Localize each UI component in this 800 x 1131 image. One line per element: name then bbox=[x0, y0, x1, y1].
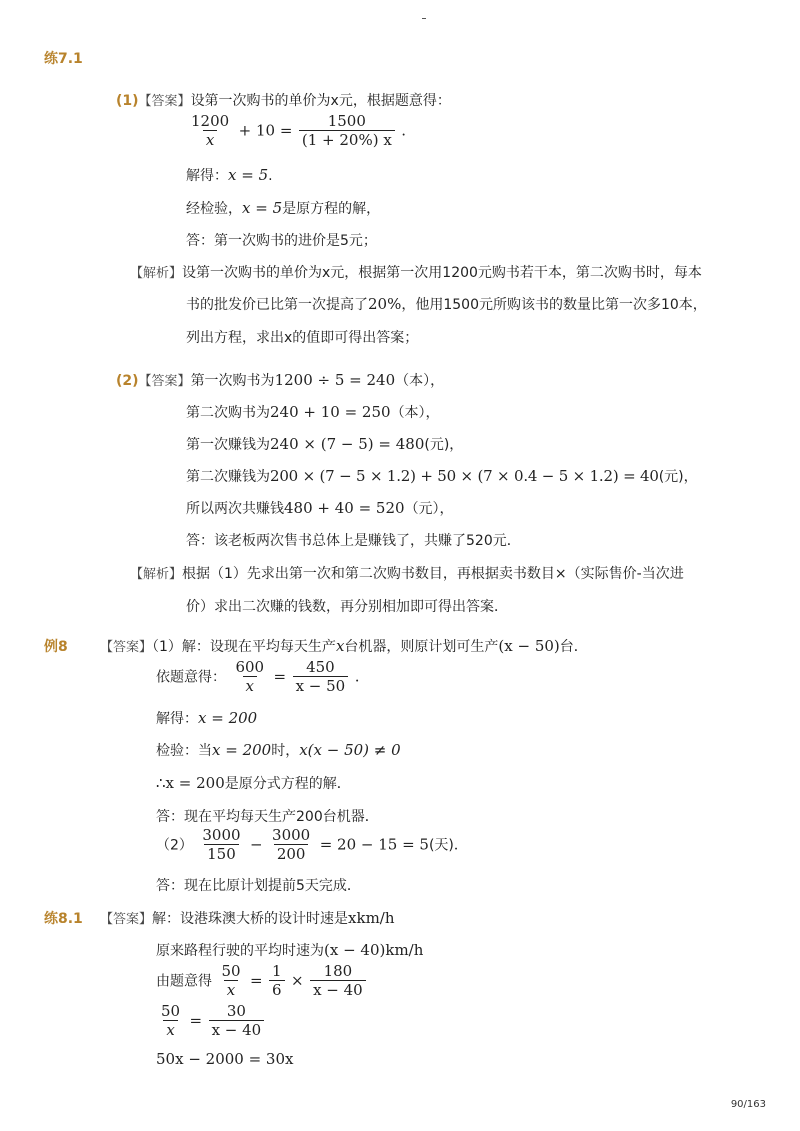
top-mark bbox=[422, 18, 426, 19]
section-label-8-1: 练8.1 bbox=[44, 911, 83, 927]
check-line: 经检验，x = 5是原方程的解， bbox=[186, 199, 381, 217]
fraction: $\frac{180}{x - 40}$ bbox=[310, 962, 366, 999]
answer-2-line-1: (2)【答案】第一次购书为1200 ÷ 5 = 240（本）， bbox=[116, 371, 445, 389]
practice-8-1-line-2: 原来路程行驶的平均时速为(x − 40)km/h bbox=[156, 941, 424, 959]
practice-8-1-equation-2: $\frac{50}{x}$ = $\frac{30}{x - 40}$ bbox=[156, 1002, 266, 1039]
practice-8-1-line-1: 【答案】解：设港珠澳大桥的设计时速是xkm/h bbox=[100, 909, 395, 927]
fraction: $\frac{1}{6}$ bbox=[269, 962, 285, 999]
fraction: $\frac{30}{x - 40}$ bbox=[209, 1002, 265, 1039]
section-label-7-1: 练7.1 bbox=[44, 51, 83, 67]
fraction: $\frac{50}{x}$ bbox=[221, 962, 241, 999]
analysis-1-line-1: 【解析】设第一次购书的单价为x元，根据第一次用1200元购书若干本，第二次购书时，每本 bbox=[130, 265, 702, 281]
practice-8-1-line-5: 50x − 2000 = 30x bbox=[156, 1050, 294, 1068]
fraction: $\frac{1200}{x}$ bbox=[191, 112, 230, 149]
equation-1: $\frac{1200}{x}$ + 10 = $\frac{1500}{(1 + 20\%) x}$ . bbox=[186, 112, 406, 149]
analysis-1-line-2: 书的批发价已比第一次提高了20%，他用1500元所购该书的数量比第一次多10本， bbox=[186, 295, 707, 313]
analysis-1-line-3: 列出方程，求出x的值即可得出答案； bbox=[186, 330, 419, 346]
answer-2-line-6: 答：该老板两次售书总体上是赚钱了，共赚了520元． bbox=[186, 533, 521, 549]
practice-8-1-equation-1: 由题意得 $\frac{50}{x}$ = $\frac{1}{6}$ × $\frac{180}{x - 40}$ bbox=[156, 962, 368, 999]
example-8-conclusion: ∴x = 200是原分式方程的解． bbox=[156, 774, 351, 792]
analysis-2-line-1: 【解析】根据（1）先求出第一次和第二次购书数目，再根据卖书数目×（实际售价-当次进 bbox=[130, 566, 684, 582]
example-8-solve: 解得：x = 200 bbox=[156, 709, 258, 727]
fraction: $\frac{1500}{(1 + 20\%) x}$ bbox=[299, 112, 395, 149]
fraction: $\frac{450}{x - 50}$ bbox=[293, 658, 349, 695]
analysis-2-line-2: 价）求出二次赚的钱数，再分别相加即可得出答案． bbox=[186, 599, 508, 615]
page-number: 90/163 bbox=[730, 1099, 766, 1110]
answer-2-line-3: 第一次赚钱为240 × (7 − 5) = 480(元)， bbox=[186, 435, 464, 453]
example-8-check: 检验：当x = 200时，x(x − 50) ≠ 0 bbox=[156, 741, 401, 759]
fraction: $\frac{600}{x}$ bbox=[235, 658, 265, 695]
example-8-equation: 依题意得： $\frac{600}{x}$ = $\frac{450}{x - 50}$ . bbox=[156, 658, 360, 695]
example-8-part-2: （2） $\frac{3000}{150}$ − $\frac{3000}{200}$ = 20 − 15 = 5(天)． bbox=[156, 826, 468, 863]
answer-2-line-4: 第二次赚钱为200 × (7 − 5 × 1.2) + 50 × (7 × 0.4 − 5 × 1.2) = 40(元)， bbox=[186, 467, 698, 485]
fraction: $\frac{3000}{200}$ bbox=[272, 826, 311, 863]
answer-2-line-5: 所以两次共赚钱480 + 40 = 520（元）， bbox=[186, 499, 454, 517]
fraction: $\frac{3000}{150}$ bbox=[202, 826, 241, 863]
example-8-line-1: 【答案】（1）解：设现在平均每天生产x台机器，则原计划可生产(x − 50)台． bbox=[100, 637, 588, 655]
fraction: $\frac{50}{x}$ bbox=[161, 1002, 181, 1039]
answer-line: 答：第一次购书的进价是5元； bbox=[186, 233, 377, 249]
section-label-8: 例8 bbox=[44, 639, 68, 655]
example-8-answer-2: 答：现在比原计划提前5天完成． bbox=[156, 878, 361, 894]
solve-line: 解得：x = 5. bbox=[186, 166, 273, 184]
answer-2-line-2: 第二次购书为240 + 10 = 250（本）， bbox=[186, 403, 440, 421]
example-8-answer-1: 答：现在平均每天生产200台机器． bbox=[156, 809, 379, 825]
answer-1-intro: (1)【答案】设第一次购书的单价为x元，根据题意得： bbox=[116, 93, 451, 109]
